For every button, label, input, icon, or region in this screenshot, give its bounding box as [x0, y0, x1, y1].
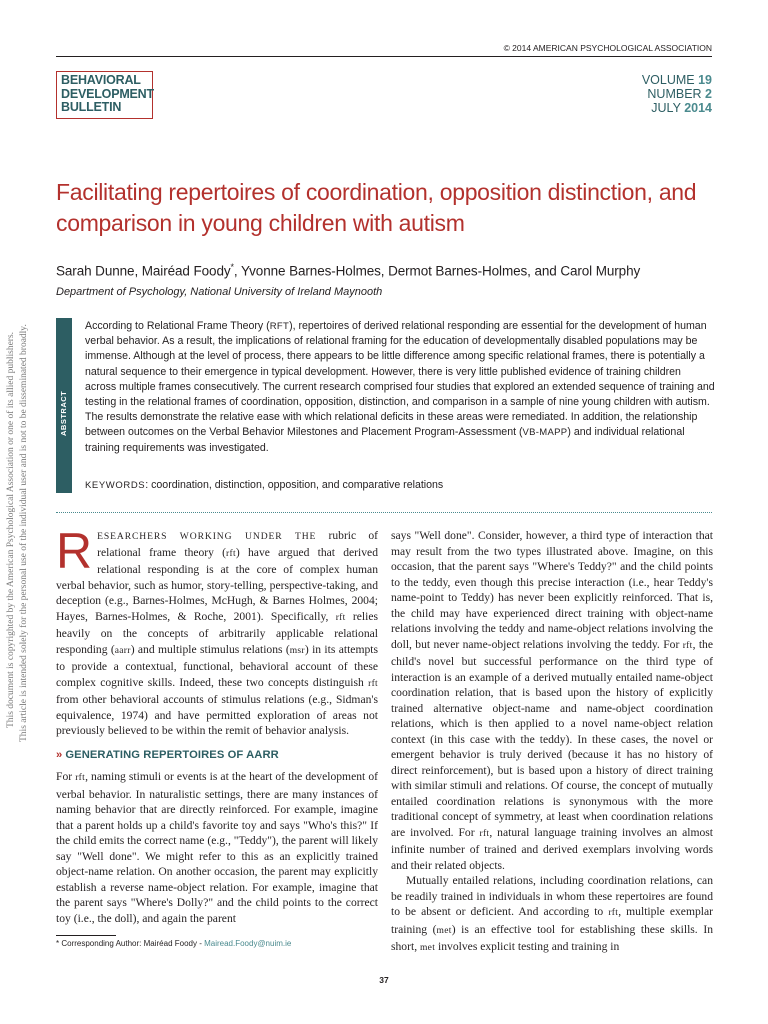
text-segment: Mutually entailed relations, including coordination relations, can be readily trained in individuals in whom these repertoires are found to be absent or deficient. And according to — [391, 874, 713, 918]
volume-label: VOLUME — [641, 73, 695, 87]
paragraph — [56, 523, 379, 739]
section-title: GENERATING REPERTOIRES OF AARR — [65, 748, 279, 761]
text-segment: from other behavioral accounts of stimulus relations (e.g., Sidman's equivalence, 1974) and have permitted exploration of areas not previously believed to be within the remit of behavior analysis. — [56, 693, 378, 737]
abstract-segment: ), repertoires of derived relational responding are essential for the development of human verbal behavior. As a result, the implications of relational framing for the education of developmentally disabled populations may be immense. Although at the level of process, there appears to be little difference among specific relational frames, there is potentially a natural sequence to their emergence in typical development. However, there is very little published evidence of training children across multiple frames consecutively. The current research comprised four studies that explored an extended sequence of training and testing in the relational frames of coordination, opposition, distinction, and comparison in a sample of nine young children with autism. The results demonstrate the relative ease with which relational deficits in these areas were remediated. In addition, the relationship between outcomes on the Verbal Behavior Milestones and Placement Program-Assessment ( — [85, 320, 715, 439]
article-title: Facilitating repertoires of coordination, opposition distinction, and comparison in young children with autism — [56, 179, 697, 236]
journal-logo-line: DEVELOPMENT — [61, 86, 154, 101]
number-value: 2 — [705, 87, 712, 101]
chevron-right-icon: » — [56, 748, 63, 761]
abbr-rft: rft — [335, 612, 346, 623]
abstract-label: ABSTRACT — [59, 390, 68, 436]
text-segment: , natural language training involves an almost infinite number of trained and derived exemplars involving words and their related objects. — [391, 825, 713, 872]
authors — [56, 262, 640, 279]
text-segment: rubric of relational frame theory ( — [97, 529, 378, 559]
abbr-rft: rft — [75, 773, 86, 783]
email-link[interactable]: Mairead.Foody@nuim.ie — [204, 939, 292, 948]
number-label: NUMBER — [647, 87, 702, 101]
body-column-left — [56, 523, 379, 926]
abstract-text — [85, 319, 715, 456]
paragraph — [56, 769, 378, 926]
text-segment: ) is an effective tool for establishing these skills. In short, — [391, 922, 713, 953]
text-segment: says "Well done". Consider, however, a third type of interaction that may result from the two types illustrated above. Imagine, on this occasion, that the parent says "Where's Teddy?" and the child points to the teddy, even though this precise interaction (i.e., hear Teddy's name-point to Teddy) has never been explicitly reinforced. That is, the child may have experienced direct training with object-name relations involving the teddy and name-object relations involving the doll, but never name-object relations involving the teddy. For — [391, 529, 713, 651]
text-segment: ) and multiple stimulus relations ( — [130, 642, 290, 656]
text-segment: , the child's novel but successful performance on the third type of interaction is an example of a derived mutually entailed name-object coordination relation, that is based upon the history of explicitly trained alternative object-name and name-object coordination relations, which is then applied to a novel name-object relation context (in this case with the teddy). In these cases, the novel or emergent behavior is truly derived (because it has no history of direct reinforcement), but is based upon a history of direct training with similar stimuli and relations. Of course, the concept of mutually entailed coordination relations is synonymous with the more traditional concept of symmetry, at least when coordination relations are involved. For — [391, 637, 713, 839]
authors-text: , Yvonne Barnes-Holmes, Dermot Barnes-Holmes, and Carol Murphy — [233, 263, 641, 279]
abbr-rft: rft — [368, 678, 378, 689]
journal-logo-line: BULLETIN — [61, 100, 122, 114]
text-segment: involves explicit testing and training in — [435, 940, 620, 953]
body-column-right — [391, 528, 713, 957]
section-heading — [56, 748, 378, 764]
journal-logo — [56, 71, 153, 119]
abbr-met: met — [436, 925, 452, 936]
side-copyright-notice — [0, 0, 40, 1024]
keywords-label: KEYWORDS — [85, 480, 146, 491]
text-segment: relies heavily on the concepts of arbitrarily applicable relational responding ( — [56, 609, 378, 656]
abbr-rft: RFT — [269, 321, 290, 332]
abbr-met: met — [419, 943, 436, 953]
authors-text: Sarah Dunne, Mairéad Foody — [56, 263, 231, 279]
date-line — [642, 101, 712, 115]
text-segment: , naming stimuli or events is at the heart of the development of verbal behavior. In naturalistic settings, there are many instances of naming behavior that are directly reinforced. For example, imagine that a parent holds up a child's favorite toy and says "Who's this?" If the child emits the correct name (e.g., "Teddy"), the parent will likely say "Well done". We might refer to this as an explicitly trained object-name relation. On another occasion, the parent may explicitly establish a reverse name-object relation. For example, imagine that the parent says "Where's Dolly?" and the child points to the correct toy (i.e., the doll), and again the parent — [56, 770, 378, 925]
abbr-msr: msr — [289, 645, 305, 656]
footnote — [56, 939, 291, 948]
volume-line — [642, 73, 712, 87]
affiliation: Department of Psychology, National University of Ireland Maynooth — [56, 286, 383, 298]
paragraph — [391, 528, 713, 873]
footnote-rule — [56, 935, 116, 936]
page-number: 37 — [379, 975, 389, 985]
year-value: 2014 — [684, 101, 712, 115]
keywords-text: : coordination, distinction, opposition, and comparative relations — [145, 479, 444, 491]
corresponding-mark: * — [230, 262, 234, 272]
copyright-notice: © 2014 AMERICAN PSYCHOLOGICAL ASSOCIATION — [503, 43, 712, 53]
month-label: JULY — [651, 101, 681, 115]
paragraph — [391, 873, 713, 957]
header-rule — [56, 56, 712, 57]
drop-cap: R — [56, 523, 93, 579]
issue-info — [642, 73, 712, 115]
lead-in: ESEARCHERS WORKING UNDER THE — [97, 531, 317, 542]
abstract-segment: According to Relational Frame Theory ( — [85, 320, 270, 332]
abbr-rft: rft — [608, 908, 619, 918]
keywords — [85, 479, 443, 491]
abbr-aarr: aarr — [114, 645, 131, 656]
abbr-rft: rft — [479, 828, 490, 839]
text-segment: ) have argued that derived relational responding is at the core of complex human verbal behavior, such as humor, story-telling, perspective-taking, and deception (e.g., Barnes-Holmes, McHugh, & Barnes Holmes, 2004; Hayes, Barnes-Holmes, & Roche, 2001). Specifically, — [56, 545, 379, 623]
abstract-side-label — [56, 318, 72, 493]
section-divider — [56, 512, 712, 513]
abstract-segment: ) and individual relational training requirements was investigated. — [85, 426, 685, 454]
text-segment: ) in its attempts to provide a contextual, functional, behavioral account of these complex cognitive skills. Indeed, these two concepts distinguish — [56, 642, 379, 689]
journal-logo-line: BEHAVIORAL — [61, 73, 141, 87]
number-line — [642, 87, 712, 101]
side-notice-line: This article is intended solely for the personal use of the individual user and is not to be disseminated broadly. — [19, 324, 29, 742]
abbr-rft: rft — [226, 548, 236, 559]
text-segment: , multiple exemplar training ( — [391, 905, 713, 936]
abbr-vbmapp: VB-MAPP — [522, 427, 568, 439]
footnote-text: * Corresponding Author: Mairéad Foody - — [56, 939, 205, 948]
abbr-rft: rft — [682, 640, 693, 651]
text-segment: For — [56, 770, 76, 783]
side-notice-line: This document is copyrighted by the American Psychological Association or one of its allied publishers. — [6, 331, 16, 728]
volume-value: 19 — [698, 73, 712, 87]
